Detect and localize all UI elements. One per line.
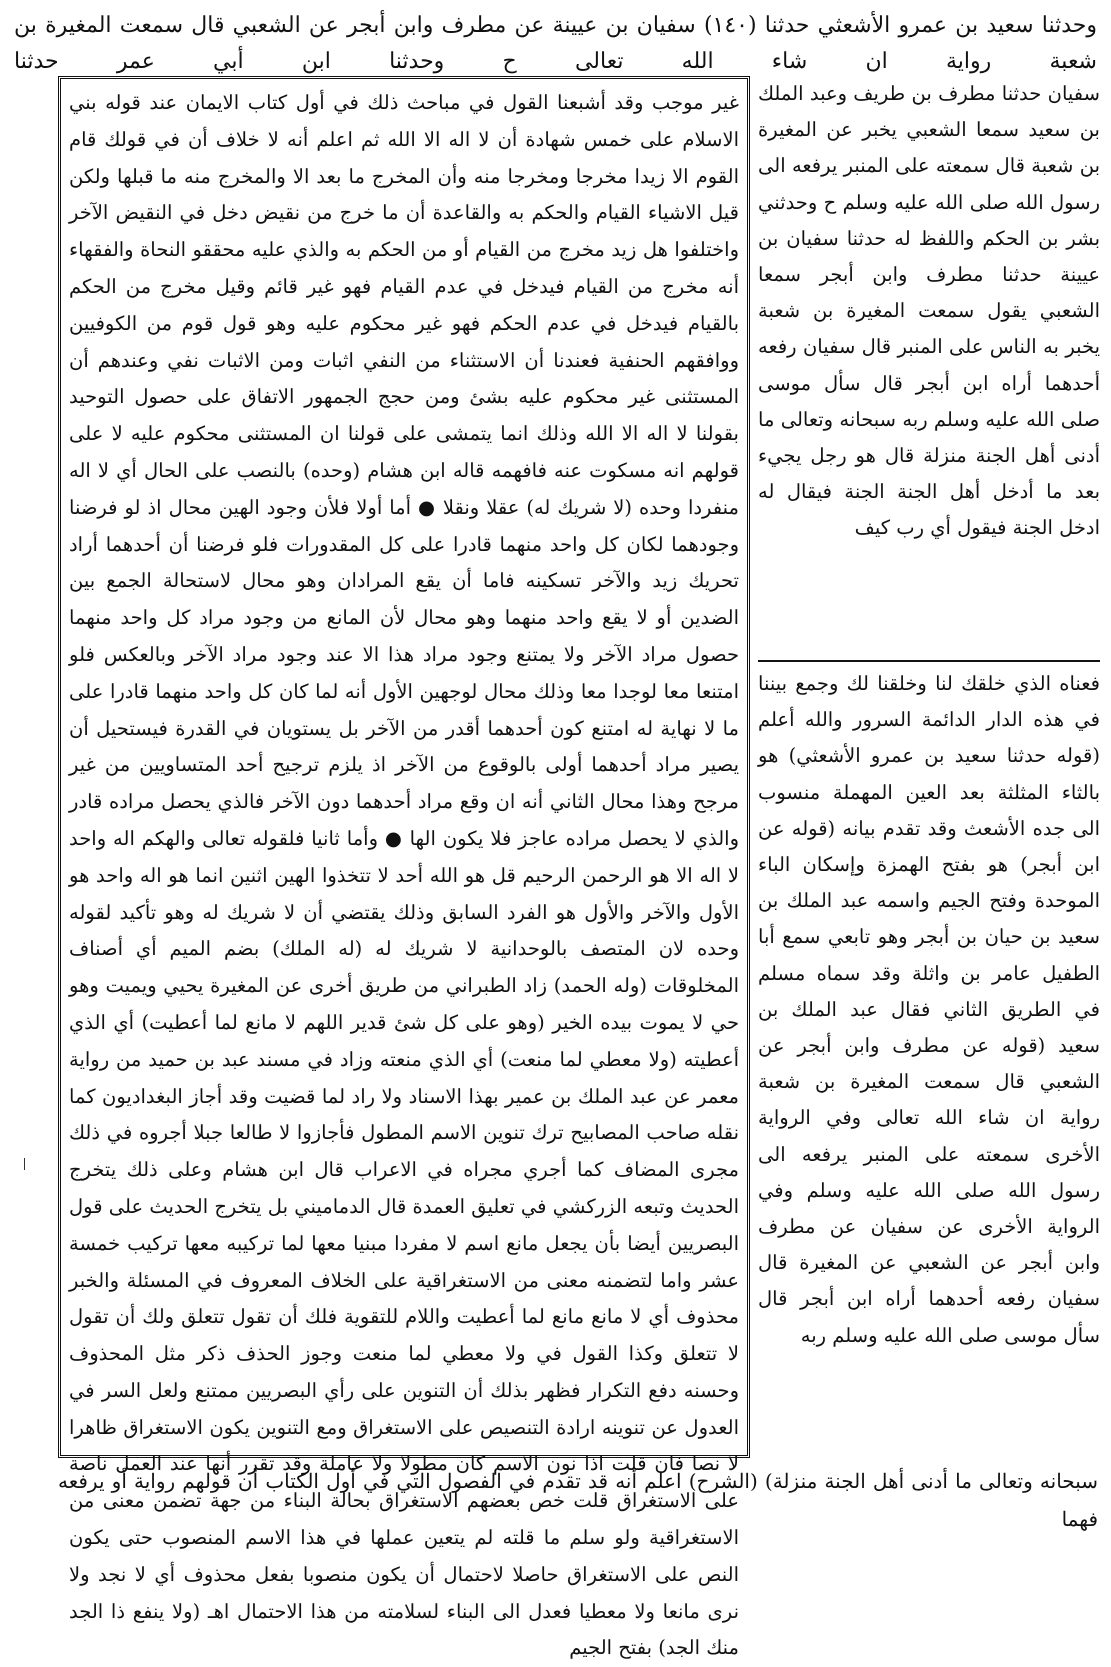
side-column xyxy=(758,76,1100,1454)
header-text: وحدثنا سعيد بن عمرو الأشعثي حدثنا (١٤٠) سفيان بن عيينة عن مطرف وابن أبجر عن الشعبي قال سمعت المغيرة بن شعبة رواية ان شاء الله تعالى ح وحدثنا ابن أبي عمر حدثنا xyxy=(14,13,1097,74)
margin-mark xyxy=(24,1158,31,1170)
side-matn: سفيان حدثنا مطرف بن طريف وعبد الملك بن سعيد سمعا الشعبي يخبر عن المغيرة بن شعبة قال سمعته على المنبر يرفعه الى رسول الله صلى الله عليه وسلم ح وحدثني بشر بن الحكم واللفظ له حدثنا سفيان بن عيينة حدثنا مطرف وابن أبجر سمعا الشعبي يقول سمعت المغيرة بن شعبة يخبر به الناس على المنبر قال سفيان رفعه أحدهما أراه ابن أبجر قال سأل موسى صلى الله عليه وسلم ربه سبحانه وتعالى ما أدنى أهل الجنة منزلة قال هو رجل يجيء بعد ما أدخل أهل الجنة الجنة فيقال له ادخل الجنة فيقول أي رب كيف xyxy=(758,82,1100,540)
side-divider xyxy=(758,660,1100,662)
main-commentary: غير موجب وقد أشبعنا القول في مباحث ذلك في أول كتاب الايمان عند قوله بني الاسلام على خمس شهادة أن لا اله الا الله ثم اعلم أنه لا خلاف أن في قولك قام القوم الا زيدا مخرجا ومخرجا منه وأن المخرج ما بعد الا والمخرج منه ما قبلها ولكن قيل الاشياء القيام والحكم به والقاعدة أن ما خرج من نقيض دخل في النقيض الآخر واختلفوا هل زيد مخرج من القيام أو من الحكم به والذي عليه محققو النحاة والفقهاء أنه مخرج من القيام فيدخل في عدم القيام فهو غير قائم وقيل مخرج من الحكم بالقيام فيدخل في عدم الحكم فهو غير محكوم عليه وهو قول قوم من الكوفيين ووافقهم الحنفية فعندنا أن الاستثناء من النفي اثبات ومن الاثبات نفي وعندهم أن المستثنى غير محكوم عليه بشئ ومن حجج الجمهور الاتفاق على حصول التوحيد بقولنا لا اله الا الله وذلك انما يتمشى على قولنا ان المستثنى محكوم عليه لا على قولهم انه مسكوت عنه فافهمه قاله ابن هشام (وحده) بالنصب على الحال أي لا اله منفردا وحده (لا شريك له) عقلا ونقلا ● أما أولا فلأن وجود الهين محال اذ لو فرضنا وجودهما لكان كل واحد منهما قادرا على كل المقدورات فلو فرضنا أن أحدهما أراد تحريك زيد والآخر تسكينه فاما أن يقع المرادان وهو محال لاستحالة الجمع بين الضدين أو لا يقع واحد منهما وهو محال لأن المانع من وجود مراد كل واحد منهما حصول مراد الآخر ولا يمتنع وجود مراد هذا الا عند وجود مراد الآخر وبالعكس فلو امتنعا معا لوجدا معا وذلك محال لوجهين الأول أنه لما كان كل واحد منهما قادرا على ما لا نهاية له امتنع كون أحدهما أقدر من الآخر بل يستويان في القدرة فيستحيل أن يصير مراد أحدهما أولى بالوقوع من الآخر اذ يلزم ترجيح أحد المتساويين من غير مرجح وهذا محال الثاني أنه ان وقع مراد أحدهما دون الآخر فالذي يحصل مراده قادر والذي لا يحصل مراده عاجز فلا يكون الها ● وأما ثانيا فلقوله تعالى والهكم اله واحد لا اله الا هو الرحمن الرحيم قل هو الله أحد لا تتخذوا الهين اثنين انما هو اله واحد هو الأول والآخر والأول هو الفرد السابق وذلك يقتضي أن لا شريك له وهو تأكيد لقوله وحده لان المتصف بالوحدانية لا شريك له (له الملك) بضم الميم أي أصناف المخلوقات (وله الحمد) زاد الطبراني من طريق أخرى عن المغيرة يحيي ويميت وهو حي لا يموت بيده الخير (وهو على كل شئ قدير اللهم لا مانع لما أعطيت) أي الذي أعطيته (ولا معطي لما منعت) أي الذي منعته وزاد في مسند عبد بن حميد من رواية معمر عن عبد الملك بن عمير بهذا الاسناد ولا راد لما قضيت وقد أجاز البغداديون كما نقله صاحب المصابيح ترك تنوين الاسم المطول فأجازوا لا طالعا جبلا أجروه في ذلك مجرى المضاف كما أجري مجراه في الاعراب قال ابن هشام وعلى ذلك يتخرج الحديث وتبعه الزركشي في تعليق العمدة قال الدماميني بل يتخرج الحديث على قول البصريين أيضا بأن يجعل مانع اسم لا مفردا مبنيا معها لما تركيبه معها تركيب خمسة عشر واما لتضمنه معنى من الاستغراقية على الخلاف المعروف في المسئلة والخبر محذوف أي لا مانع مانع لما أعطيت واللام للتقوية فلك أن تقول تتعلق ولك أن تقول لا تتعلق وكذا القول في ولا معطي لما منعت وجوز الحذف ذكر مثل المحذوف وحسنه دفع التكرار فظهر بذلك أن التنوين على رأي البصريين ممتنع ولعل السر في العدول عن تنوينه ارادة التنصيص على الاستغراق ومع التنوين يكون الاستغراق ظاهرا لا نصا فان قلت اذا نون الاسم كان مطولا ولا عاملة وقد تقرر أنها عند العمل ناصة على الاستغراق قلت خص بعضهم الاستغراق بحالة البناء من جهة تضمن معنى من الاستغراقية ولو سلم ما قلته لم يتعين عملها في هذا الاسم المنصوب حتى يكون النص على الاستغراق حاصلا لاحتمال أن يكون منصوبا بفعل محذوف أي لا نجد ولا نرى مانعا ولا معطيا فعدل الى البناء لسلامته من هذا الاحتمال اهـ (ولا ينفع ذا الجد منك الجد) بفتح الجيم xyxy=(69,91,739,1660)
page-footer-text: سبحانه وتعالى ما أدنى أهل الجنة منزلة) (الشرح) اعلم أنه قد تقدم في الفصول التي في أول الكتاب أن قولهم رواية أو يرفعه فهما xyxy=(58,1469,1098,1531)
side-commentary: فعناه الذي خلقك لنا وخلقنا لك وجمع بيننا في هذه الدار الدائمة السرور والله أعلم (قوله حدثنا سعيد بن عمرو الأشعثي) هو بالثاء المثلثة بعد العين المهملة منسوب الى جده الأشعث وقد تقدم بيانه (قوله عن ابن أبجر) هو بفتح الهمزة وإسكان الباء الموحدة وفتح الجيم واسمه عبد الملك بن سعيد بن حيان بن أبجر وهو تابعي سمع أبا الطفيل عامر بن واثلة وقد سماه مسلم في الطريق الثاني فقال عبد الملك بن سعيد (قوله عن مطرف وابن أبجر عن الشعبي قال سمعت المغيرة بن شعبة رواية ان شاء الله تعالى وفي الرواية الأخرى سمعته على المنبر يرفعه الى رسول الله صلى الله عليه وسلم وفي الرواية الأخرى عن سفيان عن مطرف وابن أبجر عن الشعبي عن المغيرة قال سفيان رفعه أحدهما أراه ابن أبجر قال سأل موسى صلى الله عليه وسلم ربه xyxy=(758,672,1100,1347)
